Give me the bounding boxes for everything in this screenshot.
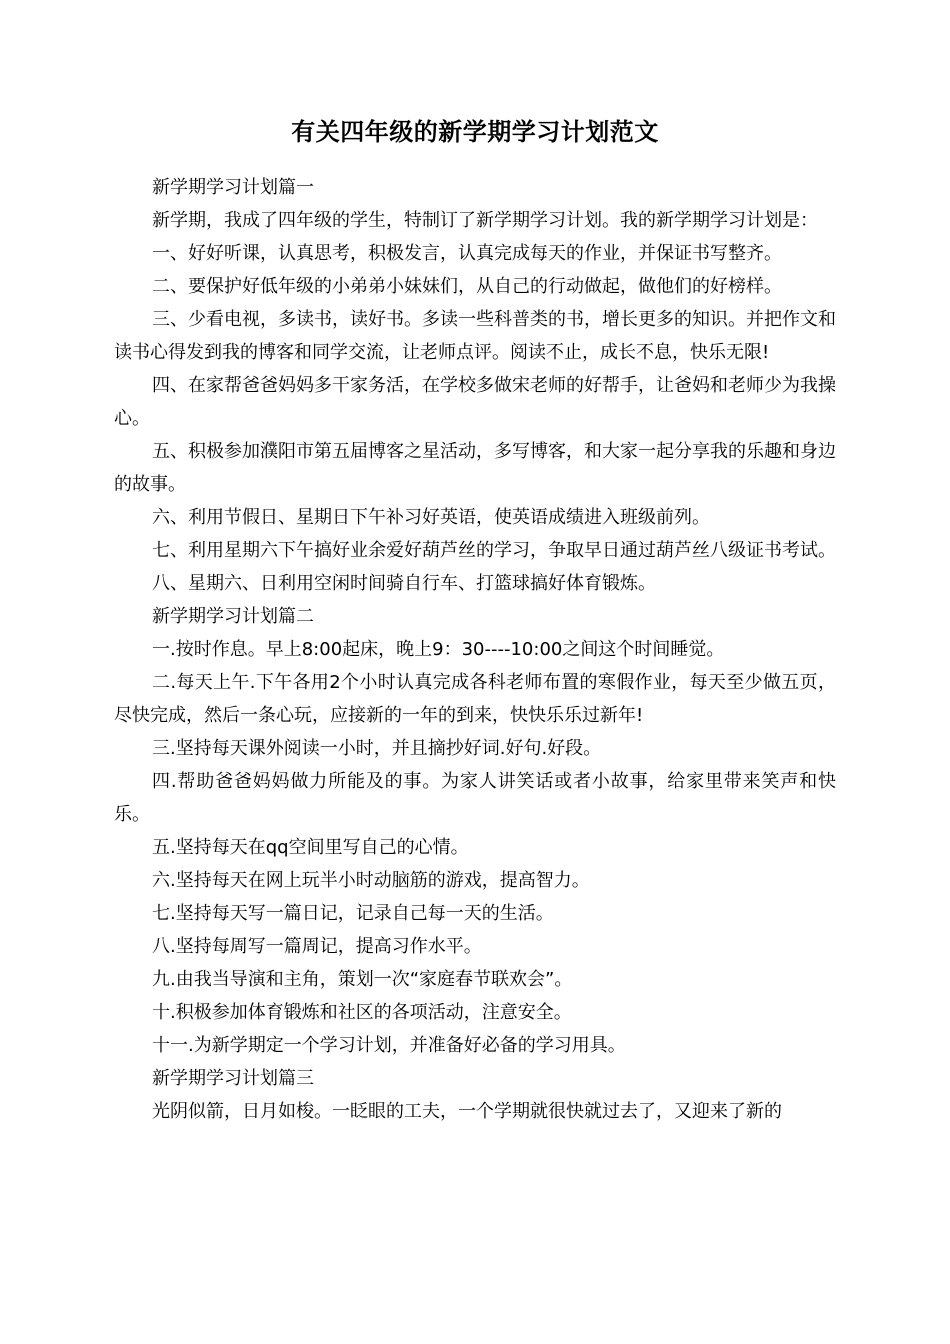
paragraph: 三.坚持每天课外阅读一小时，并且摘抄好词.好句.好段。 <box>152 738 602 759</box>
paragraph: 七、利用星期六下午搞好业余爱好葫芦丝的学习，争取早日通过葫芦丝八级证书考试。 <box>152 540 836 561</box>
paragraph: 三、少看电视，多读书，读好书。多读一些科普类的书，增长更多的知识。并把作文和读书心得发到我的博客和同学交流，让老师点评。阅读不止，成长不息，快乐无限! <box>114 309 836 363</box>
paragraph: 新学期，我成了四年级的学生，特制订了新学期学习计划。我的新学期学习计划是： <box>152 210 818 231</box>
paragraph: 十一.为新学期定一个学习计划，并准备好必备的学习用具。 <box>152 1035 626 1056</box>
document-body <box>114 171 836 1128</box>
paragraph: 六.坚持每天在网上玩半小时动脑筋的游戏，提高智力。 <box>152 870 590 891</box>
paragraph: 二、要保护好低年级的小弟弟小妹妹们，从自己的行动做起，做他们的好榜样。 <box>152 276 782 297</box>
paragraph: 一、好好听课，认真思考，积极发言，认真完成每天的作业，并保证书写整齐。 <box>152 243 782 264</box>
paragraph: 五.坚持每天在qq空间里写自己的心情。 <box>152 837 469 858</box>
paragraph: 新学期学习计划篇一 <box>152 177 314 198</box>
paragraph: 光阴似箭，日月如梭。一眨眼的工夫，一个学期就很快就过去了，又迎来了新的 <box>152 1101 782 1122</box>
paragraph: 一.按时作息。早上8:00起床，晚上9：30----10:00之间这个时间睡觉。 <box>152 639 725 660</box>
paragraph: 五、积极参加濮阳市第五届博客之星活动，多写博客，和大家一起分享我的乐趣和身边的故事。 <box>114 441 836 495</box>
paragraph: 八.坚持每周写一篇周记，提高习作水平。 <box>152 936 482 957</box>
paragraph: 四、在家帮爸爸妈妈多干家务活，在学校多做宋老师的好帮手，让爸妈和老师少为我操心。 <box>114 375 836 429</box>
paragraph: 新学期学习计划篇三 <box>152 1068 314 1089</box>
paragraph: 新学期学习计划篇二 <box>152 606 314 627</box>
paragraph: 二.每天上午.下午各用2个小时认真完成各科老师布置的寒假作业，每天至少做五页，尽快完成，然后一条心玩，应接新的一年的到来，快快乐乐过新年! <box>114 672 836 726</box>
paragraph: 十.积极参加体育锻炼和社区的各项活动，注意安全。 <box>152 1002 572 1023</box>
paragraph: 八、星期六、日利用空闲时间骑自行车、打篮球搞好体育锻炼。 <box>152 573 656 594</box>
paragraph: 四.帮助爸爸妈妈做力所能及的事。为家人讲笑话或者小故事，给家里带来笑声和快乐。 <box>114 771 836 825</box>
document-title: 有关四年级的新学期学习计划范文 <box>291 118 659 146</box>
paragraph: 九.由我当导演和主角，策划一次“家庭春节联欢会”。 <box>152 969 573 990</box>
paragraph: 六、利用节假日、星期日下午补习好英语，使英语成绩进入班级前列。 <box>152 507 710 528</box>
paragraph: 七.坚持每天写一篇日记，记录自己每一天的生活。 <box>152 903 554 924</box>
